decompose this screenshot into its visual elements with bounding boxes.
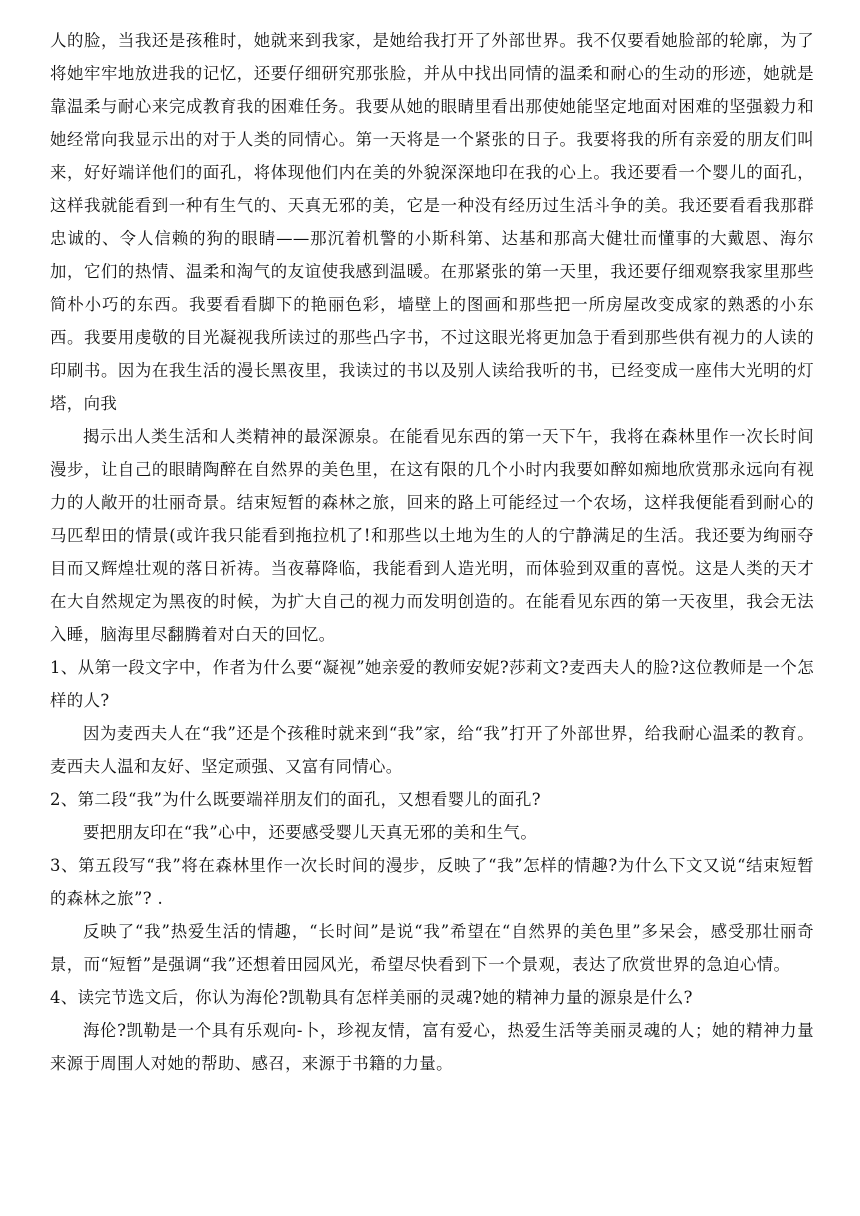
question-4: 4、读完节选文后，你认为海伦?凯勒具有怎样美丽的灵魂?她的精神力量的源泉是什么?: [50, 988, 693, 1007]
answer-1: 因为麦西夫人在“我”还是个孩稚时就来到“我”家，给“我”打开了外部世界，给我耐心温柔的教育。麦西夫人温和友好、坚定顽强、又富有同情心。: [50, 724, 814, 776]
document-page: [50, 24, 814, 1080]
passage-paragraph-2: 揭示出人类生活和人类精神的最深源泉。在能看见东西的第一天下午，我将在森林里作一次长时间漫步，让自己的眼睛陶醉在自然界的美色里，在这有限的几个小时内我要如醉如痴地欣赏那永远向有视力的人敞开的壮丽奇景。结束短暂的森林之旅，回来的路上可能经过一个农场，这样我便能看到耐心的马匹犁田的情景(或许我只能看到拖拉机了!和那些以土地为生的人的宁静满足的生活。我还要为绚丽夺目而又辉煌壮观的落日祈祷。当夜幕降临，我能看到人造光明，而体验到双重的喜悦。这是人类的天才在大自然规定为黑夜的时候，为扩大自己的视力而发明创造的。在能看见东西的第一天夜里，我会无法入睡，脑海里尽翻腾着对白天的回忆。: [50, 427, 814, 644]
question-3: 3、第五段写“我”将在森林里作一次长时间的漫步，反映了“我”怎样的情趣?为什么下文又说“结束短暂的森林之旅”? .: [50, 856, 814, 908]
question-2: 2、第二段“我”为什么既要端祥朋友们的面孔，又想看婴儿的面孔?: [50, 790, 541, 809]
question-1: 1、从第一段文字中，作者为什么要“凝视”她亲爱的教师安妮?莎莉文?麦西夫人的脸?这位教师是一个怎样的人?: [50, 658, 814, 710]
passage-paragraph-1: 人的脸，当我还是孩稚时，她就来到我家，是她给我打开了外部世界。我不仅要看她脸部的轮廓，为了将她牢牢地放进我的记忆，还要仔细研究那张脸，并从中找出同情的温柔和耐心的生动的形迹，她就是靠温柔与耐心来完成教育我的困难任务。我要从她的眼睛里看出那使她能坚定地面对困难的坚强毅力和她经常向我显示出的对于人类的同情心。第一天将是一个紧张的日子。我要将我的所有亲爱的朋友们叫来，好好端详他们的面孔，将体现他们内在美的外貌深深地印在我的心上。我还要看一个婴儿的面孔，这样我就能看到一种有生气的、天真无邪的美，它是一种没有经历过生活斗争的美。我还要看看我那群忠诚的、令人信赖的狗的眼睛——那沉着机警的小斯科第、达基和那高大健壮而懂事的大戴恩、海尔加，它们的热情、温柔和淘气的友谊使我感到温暖。在那紧张的第一天里，我还要仔细观察我家里那些简朴小巧的东西。我要看看脚下的艳丽色彩，墙壁上的图画和那些把一所房屋改变成家的熟悉的小东西。我要用虔敬的目光凝视我所读过的那些凸字书，不过这眼光将更加急于看到那些供有视力的人读的印刷书。因为在我生活的漫长黑夜里，我读过的书以及别人读给我听的书，已经变成一座伟大光明的灯塔，向我: [50, 31, 814, 413]
answer-4: 海伦?凯勒是一个具有乐观向-卜，珍视友情，富有爱心，热爱生活等美丽灵魂的人；她的精神力量来源于周围人对她的帮助、感召，来源于书籍的力量。: [50, 1021, 814, 1073]
answer-2: 要把朋友印在“我”心中，还要感受婴儿天真无邪的美和生气。: [83, 823, 538, 842]
answer-3: 反映了“我”热爱生活的情趣，“长时间”是说“我”希望在“自然界的美色里”多呆会，感受那壮丽奇景，而“短暂”是强调“我”还想着田园风光，希望尽快看到下一个景观，表达了欣赏世界的急迫心情。: [50, 922, 814, 974]
